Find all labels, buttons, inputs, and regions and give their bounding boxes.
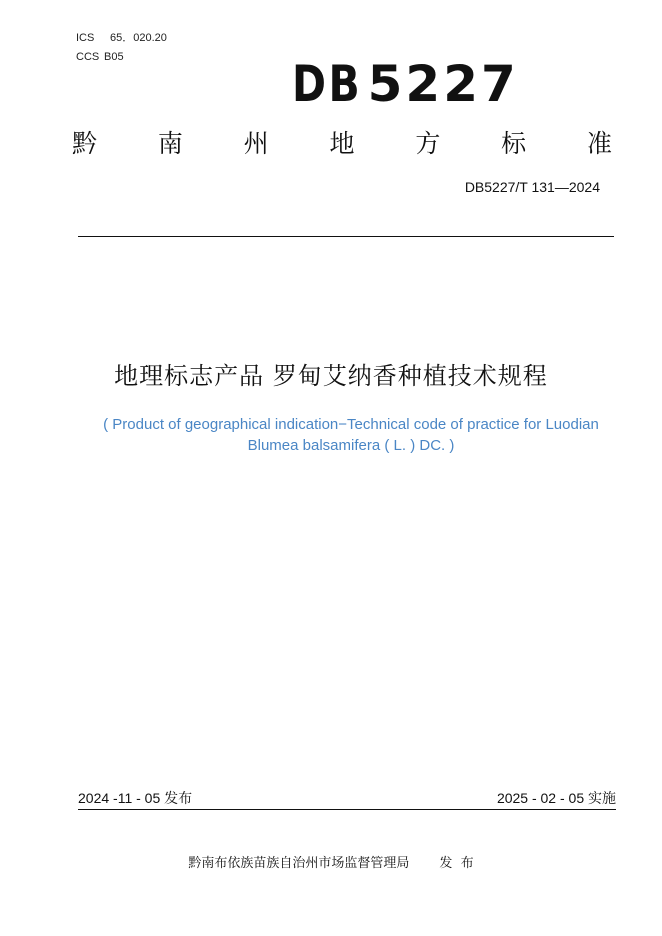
logo-number: 5227 — [367, 55, 519, 113]
ics-label: ICS — [76, 32, 95, 44]
standard-type-char: 黔 — [72, 129, 98, 158]
title-chinese: 地理标志产品 罗甸艾纳香种植技术规程 — [114, 362, 548, 390]
standard-type-char: 州 — [243, 129, 269, 158]
standard-logo — [292, 55, 519, 113]
standard-type-char: 标 — [501, 129, 527, 158]
standard-type-char: 地 — [329, 129, 355, 158]
issuer-action: 发 布 — [439, 856, 474, 871]
standard-type-char: 准 — [586, 129, 612, 158]
issuer-name: 黔南布依族苗族自治州市场监督管理局 — [188, 856, 410, 871]
standard-type-char: 南 — [157, 129, 183, 158]
publish-date: 2024 -11 - 05 发布 — [78, 790, 193, 806]
ccs-label: CCS — [76, 51, 100, 63]
footer-divider — [78, 809, 616, 810]
ics-line — [76, 31, 167, 45]
title-english — [40, 414, 662, 456]
header-divider — [78, 236, 614, 237]
issuer-line — [0, 855, 662, 873]
standard-type — [72, 128, 612, 160]
standard-number: DB5227/T 131—2024 — [464, 179, 600, 195]
title-english-line-1: ( Product of geographical indication−Technical code of practice for Luodian — [103, 416, 599, 433]
logo-prefix: DB — [292, 55, 363, 113]
standard-type-char: 方 — [415, 129, 441, 158]
title-english-line-2: Blumea balsamifera ( L. ) DC. ) — [247, 437, 455, 454]
ccs-value: B05 — [104, 51, 124, 63]
ccs-line — [76, 50, 124, 64]
ics-value: 65．020.20 — [110, 32, 167, 44]
implement-date: 2025 - 02 - 05 实施 — [496, 790, 616, 806]
